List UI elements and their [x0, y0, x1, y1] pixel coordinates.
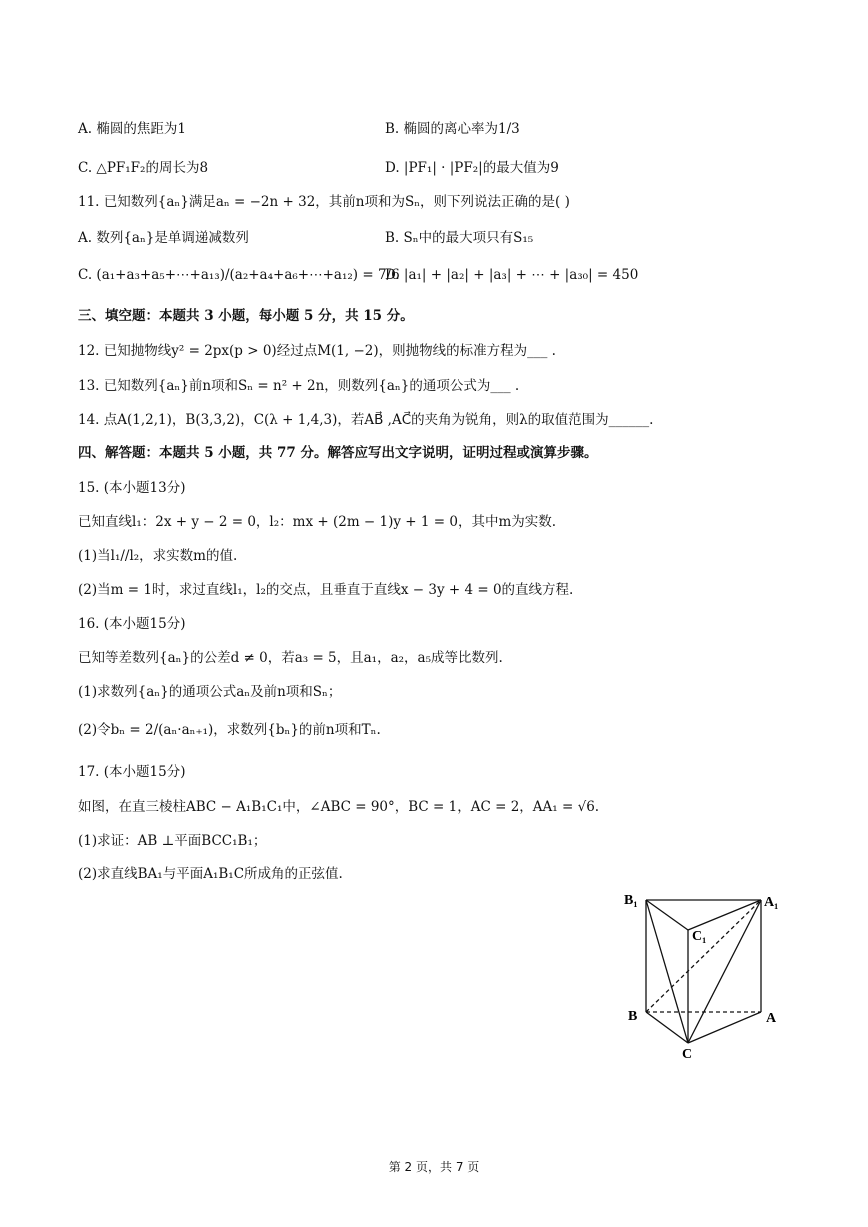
label-a: A — [766, 1011, 777, 1026]
q16-part1: (1)求数列{aₙ}的通项公式aₙ及前n项和Sₙ； — [78, 684, 342, 700]
edge-c-a — [688, 1012, 761, 1043]
page-footer: 第 2 页，共 7 页 — [388, 1160, 480, 1174]
q16-part2: (2)令bₙ = 2/(aₙ·aₙ₊₁)，求数列{bₙ}的前n项和Tₙ. — [78, 722, 381, 738]
q10-option-c: C. △PF₁F₂的周长为8 — [78, 160, 209, 176]
q11-option-b: B. Sₙ中的最大项只有S₁₅ — [385, 230, 534, 246]
label-c1: C₁ — [692, 929, 707, 944]
q15-stem: 已知直线l₁：2x + y − 2 = 0，l₂：mx + (2m − 1)y + 1 = 0，其中m为实数. — [78, 514, 557, 530]
label-a1: A₁ — [764, 895, 779, 910]
q12-text: 12. 已知抛物线y² = 2px(p > 0)经过点M(1, −2)，则抛物线的标准方程为___ . — [78, 343, 556, 359]
segment-a1-c — [688, 900, 761, 1043]
q17-stem: 如图，在直三棱柱ABC − A₁B₁C₁中，∠ABC = 90°，BC = 1，AC = 2，AA₁ = √6. — [78, 799, 600, 815]
q10-option-d: D. |PF₁| · |PF₂|的最大值为9 — [385, 160, 559, 176]
q10-option-b: B. 椭圆的离心率为1/3 — [385, 121, 520, 137]
q11-option-d: D. |a₁| + |a₂| + |a₃| + ⋯ + |a₃₀| = 450 — [385, 267, 639, 283]
q14-text: 14. 点A(1,2,1)，B(3,3,2)，C(λ + 1,4,3)，若AB⃗ ,AC⃗的夹角为锐角，则λ的取值范围为______. — [78, 412, 654, 428]
edge-c1-a1 — [688, 900, 761, 930]
q13-text: 13. 已知数列{aₙ}前n项和Sₙ = n² + 2n，则数列{aₙ}的通项公式为___ . — [78, 378, 520, 394]
q10-option-a: A. 椭圆的焦距为1 — [78, 121, 186, 137]
q15-part1: (1)当l₁//l₂，求实数m的值. — [78, 548, 238, 564]
prism-figure — [616, 888, 796, 1058]
section4-heading: 四、解答题：本题共 5 小题，共 77 分。解答应写出文字说明，证明过程或演算步骤。 — [78, 445, 598, 461]
q17-title: 17. (本小题15分) — [78, 764, 186, 780]
q11-stem: 11. 已知数列{aₙ}满足aₙ = −2n + 32，其前n项和为Sₙ，则下列说法正确的是( ) — [78, 194, 570, 210]
q16-title: 16. (本小题15分) — [78, 616, 186, 632]
q16-stem: 已知等差数列{aₙ}的公差d ≠ 0，若a₃ = 5，且a₁，a₂，a₅成等比数列. — [78, 650, 503, 666]
section3-heading: 三、填空题：本题共 3 小题，每小题 5 分，共 15 分。 — [78, 308, 414, 324]
q11-option-c: C. (a₁+a₃+a₅+⋯+a₁₃)/(a₂+a₄+a₆+⋯+a₁₂) = 7/6 — [78, 267, 400, 283]
q17-part1: (1)求证：AB ⊥平面BCC₁B₁； — [78, 833, 267, 849]
q11-option-a: A. 数列{aₙ}是单调递减数列 — [78, 230, 249, 246]
label-b: B — [628, 1009, 638, 1024]
label-c: C — [682, 1047, 693, 1058]
q15-part2: (2)当m = 1时，求过直线l₁，l₂的交点，且垂直于直线x − 3y + 4 = 0的直线方程. — [78, 582, 574, 598]
segment-b-a1 — [646, 900, 761, 1012]
edge-b1-c1 — [646, 900, 688, 930]
q15-title: 15. (本小题13分) — [78, 480, 186, 496]
edge-b-c — [646, 1012, 688, 1043]
q17-part2: (2)求直线BA₁与平面A₁B₁C所成角的正弦值. — [78, 866, 343, 882]
label-b1: B₁ — [624, 893, 638, 908]
segment-b1-c — [646, 900, 688, 1043]
